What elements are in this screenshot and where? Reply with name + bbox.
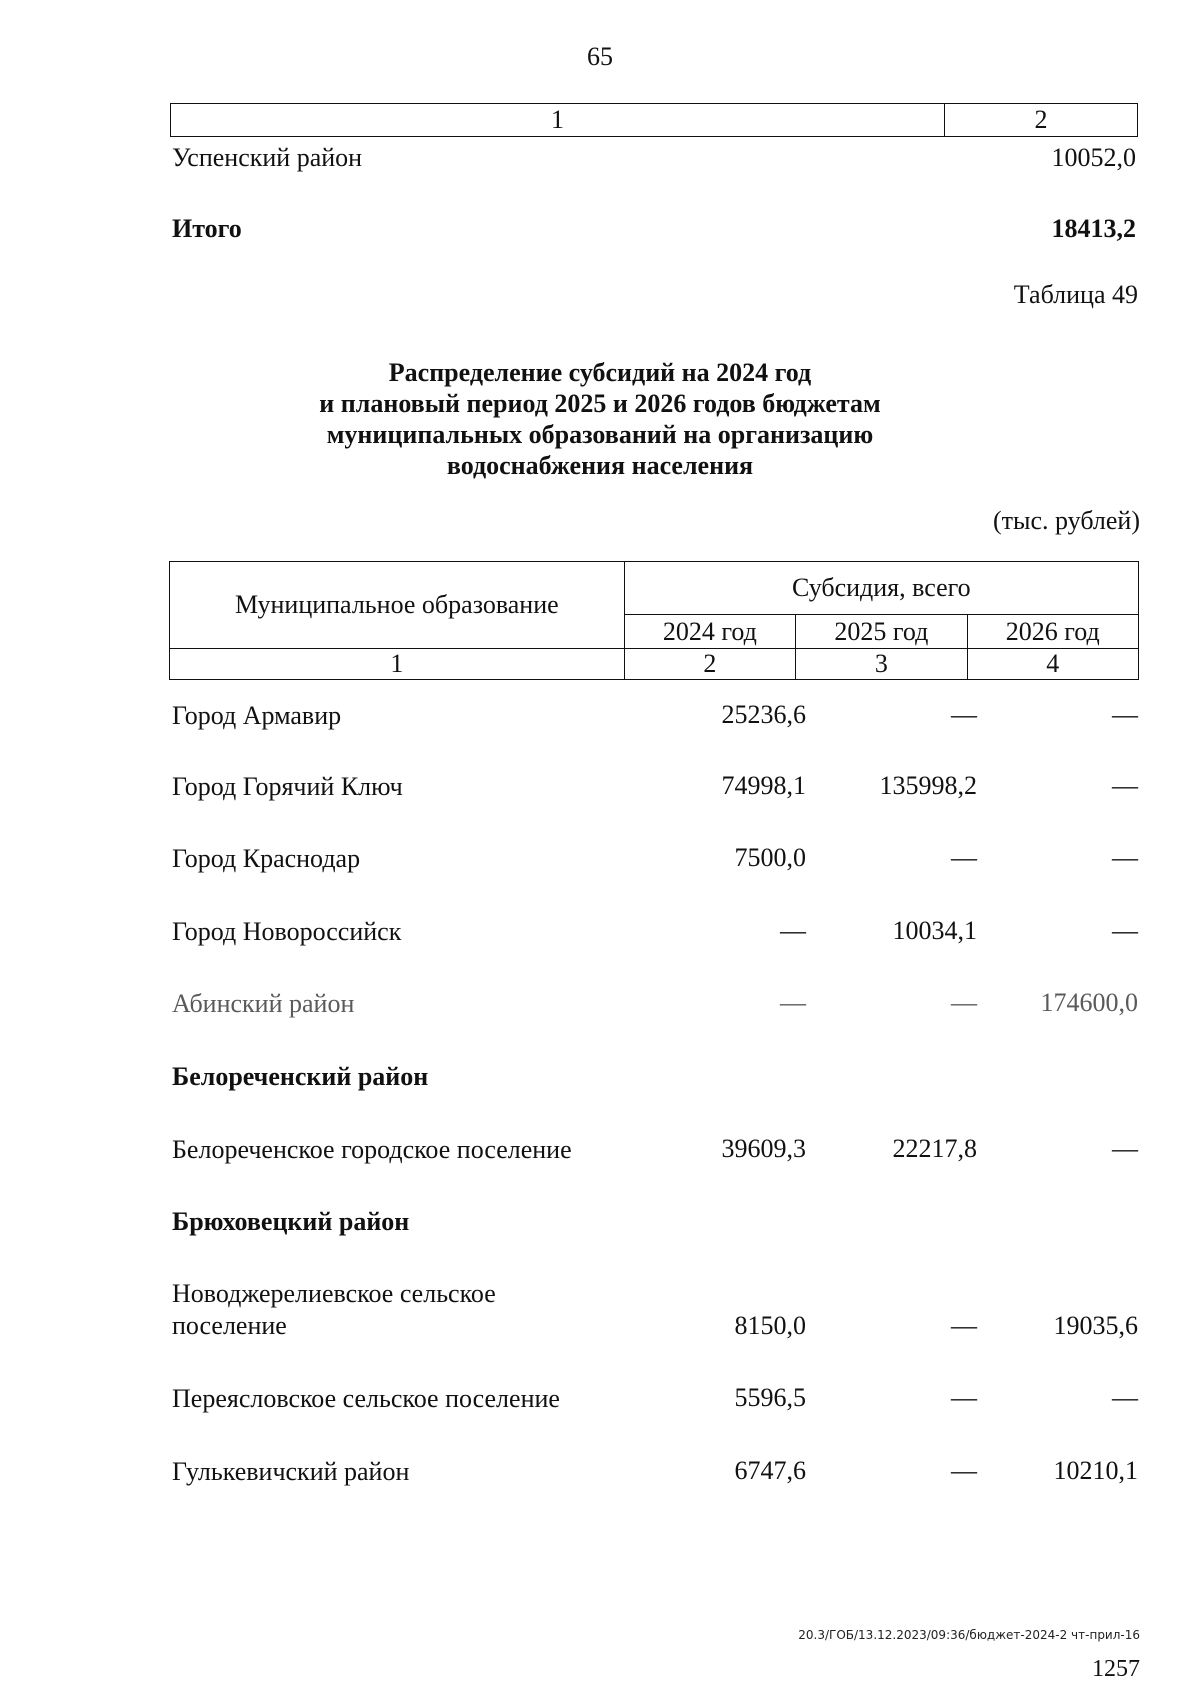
- column-number-1: 1: [171, 104, 945, 137]
- row-value-2025: —: [951, 1383, 977, 1412]
- row-value-2025: —: [951, 1311, 977, 1340]
- row-municipality-line: Новоджерелиевское сельское: [172, 1279, 496, 1308]
- total-row: [170, 214, 1138, 248]
- row-value-2026: —: [1112, 1134, 1138, 1163]
- row-value-2026: —: [1112, 1383, 1138, 1412]
- row-value-2024: 5596,5: [734, 1383, 806, 1412]
- row-municipality: Переясловское сельское поселение: [172, 1384, 560, 1413]
- row-value-2024: 8150,0: [734, 1311, 806, 1340]
- header-municipality: Муниципальное образование: [170, 562, 625, 649]
- row-municipality: [172, 1278, 612, 1342]
- row-district-heading: Брюховецкий район: [172, 1207, 410, 1236]
- row-value-2025: 10034,1: [892, 916, 977, 945]
- row-value-2026: —: [1112, 916, 1138, 945]
- row-label: Успенский район: [172, 143, 363, 172]
- row-value-2025: 135998,2: [879, 771, 977, 800]
- header-subsidy-total: Субсидия, всего: [624, 562, 1138, 615]
- row-value-2026: 174600,0: [1040, 988, 1138, 1017]
- row-value-2025: —: [951, 843, 977, 872]
- row-municipality-line: поселение: [172, 1311, 287, 1340]
- row-value-2025: 22217,8: [892, 1134, 977, 1163]
- row-value-2026: —: [1112, 700, 1138, 729]
- row-value-2024: 6747,6: [734, 1456, 806, 1485]
- row-value-2026: 19035,6: [1053, 1311, 1138, 1340]
- row-value-2024: 7500,0: [734, 843, 806, 872]
- title-line: водоснабжения населения: [446, 451, 754, 480]
- header-year-2024: 2024 год: [624, 615, 795, 649]
- row-municipality: Город Горячий Ключ: [172, 772, 403, 801]
- row-municipality: Белореченское городское поселение: [172, 1135, 572, 1164]
- sheet-number: 1257: [1092, 1656, 1140, 1682]
- header-year-2026: 2026 год: [967, 615, 1138, 649]
- column-number-2: 2: [624, 649, 795, 680]
- row-value-2024: 25236,6: [721, 700, 806, 729]
- main-table-header: [169, 561, 1139, 680]
- row-value-2024: 39609,3: [721, 1134, 806, 1163]
- column-number-1: 1: [170, 649, 625, 680]
- title-line: муниципальных образований на организацию: [326, 420, 874, 449]
- row-municipality: Гулькевичский район: [172, 1457, 410, 1486]
- row-value-2024: —: [780, 916, 806, 945]
- title-line: Распределение субсидий на 2024 год: [388, 358, 812, 387]
- row-municipality: Город Краснодар: [172, 844, 361, 873]
- continuation-row: [170, 143, 1138, 177]
- row-municipality: Город Новороссийск: [172, 917, 402, 946]
- continuation-table-header: [170, 103, 1138, 137]
- column-number-2: 2: [945, 104, 1138, 137]
- row-value-2025: —: [951, 1456, 977, 1485]
- row-value-2025: —: [951, 700, 977, 729]
- total-value: 18413,2: [1051, 214, 1136, 243]
- units-label: (тыс. рублей): [992, 506, 1140, 535]
- title-line: и плановый период 2025 и 2026 годов бюджетам: [319, 389, 881, 418]
- row-value-2025: —: [951, 988, 977, 1017]
- total-label: Итого: [172, 214, 242, 243]
- row-value-2024: —: [780, 988, 806, 1017]
- row-value-2026: —: [1112, 771, 1138, 800]
- row-value-2024: 74998,1: [721, 771, 806, 800]
- header-year-2025: 2025 год: [796, 615, 967, 649]
- column-number-4: 4: [967, 649, 1138, 680]
- table-title: [0, 357, 1200, 481]
- document-stamp: 20.3/ГОБ/13.12.2023/09:36/бюджет-2024-2 чт-прил-16: [798, 1628, 1140, 1642]
- row-value-2026: 10210,1: [1053, 1456, 1138, 1485]
- row-value: 10052,0: [1051, 143, 1136, 172]
- table-number: Таблица 49: [1013, 280, 1138, 309]
- column-number-3: 3: [796, 649, 967, 680]
- row-municipality: Абинский район: [172, 989, 355, 1018]
- row-district-heading: Белореченский район: [172, 1062, 429, 1091]
- page-number: 65: [587, 42, 613, 71]
- row-value-2026: —: [1112, 843, 1138, 872]
- row-municipality: Город Армавир: [172, 701, 342, 730]
